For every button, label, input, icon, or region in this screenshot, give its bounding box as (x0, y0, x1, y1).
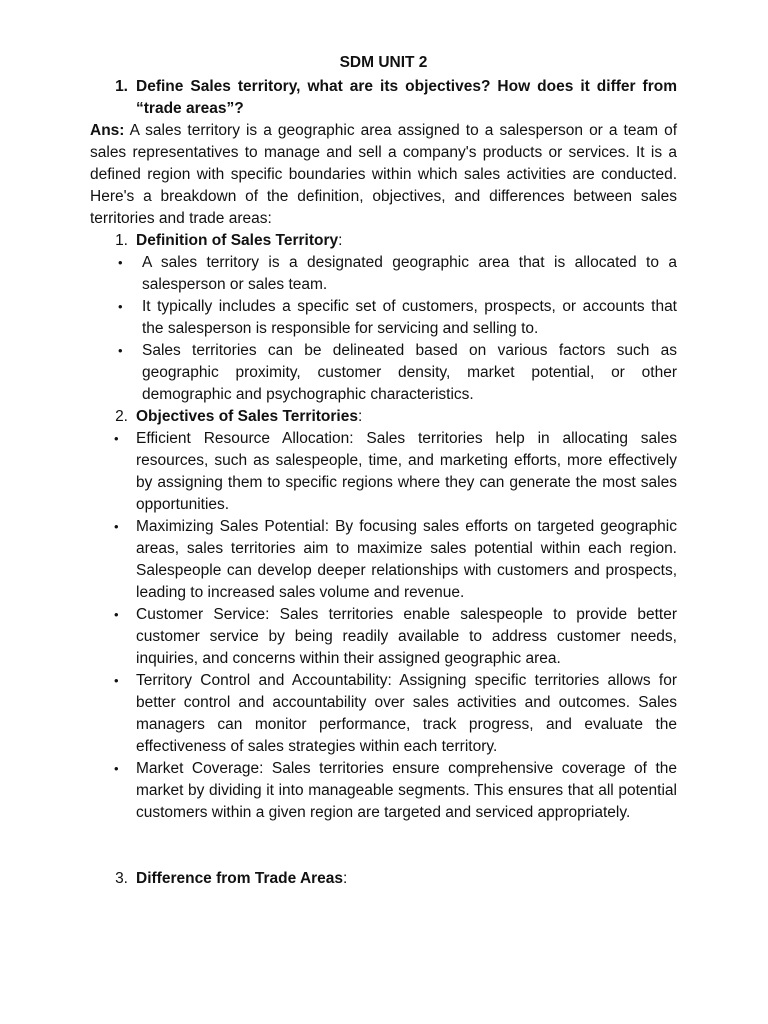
list-item (90, 340, 677, 406)
question-text: Define Sales territory, what are its objectives? How does it differ from “trade areas”? (136, 78, 677, 117)
bullet-text: A sales territory is a designated geographic area that is allocated to a salesperson or sales team. (142, 254, 677, 293)
bullet-text: It typically includes a specific set of customers, prospects, or accounts that the salesperson is responsible for servicing and selling to. (142, 298, 677, 337)
list-item (90, 428, 677, 516)
question-1 (90, 76, 677, 120)
bullet-icon: • (118, 299, 123, 314)
list-item (90, 296, 677, 340)
question-number: 1. (115, 78, 128, 95)
bullet-text: Sales territories can be delineated based on various factors such as geographic proximity, customer density, market potential, or other demographic and psychographic characteristics. (142, 342, 677, 403)
list-item (90, 670, 677, 758)
bullet-text: Territory Control and Accountability: Assigning specific territories allows for better control and accountability over sales activities and outcomes. Sales managers can monitor performance, track progress, and evaluate the effectiveness of sales strategies within each territory. (136, 672, 677, 755)
bullet-text: Efficient Resource Allocation: Sales territories help in allocating sales resources, such as salespeople, time, and marketing efforts, more effectively by assigning them to specific regions where they can generate the most sales opportunities. (136, 430, 677, 513)
bullet-icon: • (114, 761, 119, 776)
list-item (90, 516, 677, 604)
section-number: 2. (115, 408, 128, 425)
blank-space (90, 824, 677, 868)
section-number: 1. (115, 232, 128, 249)
bullet-text: Market Coverage: Sales territories ensure comprehensive coverage of the market by dividing it into manageable segments. This ensures that all potential customers within a given region are targeted and serviced appropriately. (136, 760, 677, 821)
section-heading-colon: : (343, 870, 348, 887)
section-definition-heading (90, 230, 677, 252)
bullet-icon: • (118, 255, 123, 270)
section-heading-text: Objectives of Sales Territories (136, 408, 358, 425)
document-page (90, 52, 677, 890)
section-heading-colon: : (338, 232, 343, 249)
section-difference-heading (90, 868, 677, 890)
section-objectives-heading (90, 406, 677, 428)
bullet-text: Maximizing Sales Potential: By focusing sales efforts on targeted geographic areas, sales territories aim to maximize sales potential within each region. Salespeople can develop deeper relationships with customers and prospects, leading to increased sales volume and revenue. (136, 518, 677, 601)
bullet-icon: • (114, 431, 119, 446)
definition-bullet-list (90, 252, 677, 406)
section-heading-text: Difference from Trade Areas (136, 870, 344, 887)
list-item (90, 758, 677, 824)
section-heading-colon: : (357, 408, 363, 425)
answer-label: Ans: (90, 122, 125, 139)
section-number: 3. (115, 870, 128, 887)
list-item (90, 604, 677, 670)
answer-paragraph (90, 120, 677, 230)
section-heading-text: Definition of Sales Territory (136, 232, 339, 249)
bullet-icon: • (114, 519, 119, 534)
list-item (90, 252, 677, 296)
bullet-icon: • (118, 343, 123, 358)
bullet-text: Customer Service: Sales territories enable salespeople to provide better customer service by being readily available to address customer needs, inquiries, and concerns within their assigned geographic area. (136, 606, 677, 667)
bullet-icon: • (114, 607, 119, 622)
document-title: SDM UNIT 2 (339, 54, 428, 71)
objectives-bullet-list (90, 428, 677, 824)
bullet-icon: • (114, 673, 119, 688)
answer-text: A sales territory is a geographic area assigned to a salesperson or a team of sales representatives to manage and sell a company's products or services. It is a defined region with specific boundaries within which sales activities are conducted. Here's a breakdown of the definition, objectives, and differences between sales territories and trade areas: (90, 122, 677, 227)
